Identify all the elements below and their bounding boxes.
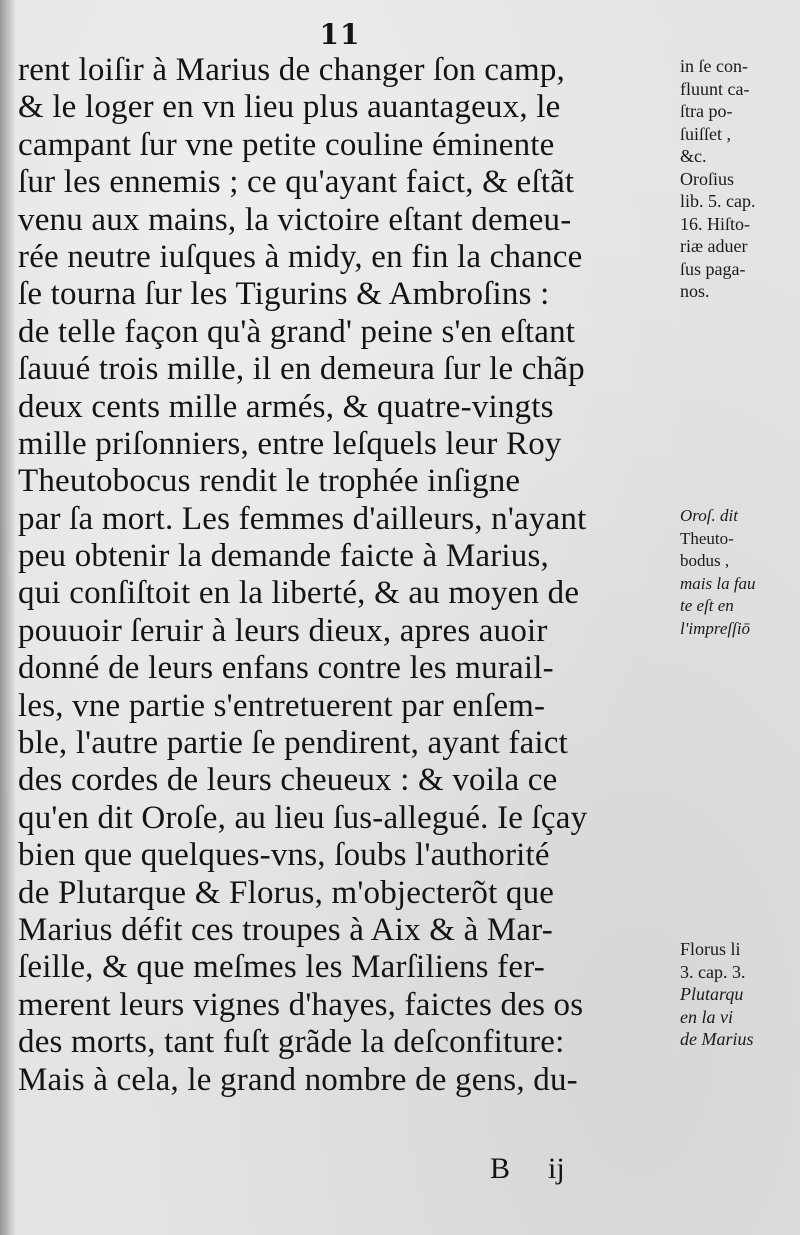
marginal-line: de Marius [680,1029,754,1049]
text-line: des morts, tant fuſt grãde la deſconfiture: [18,1024,565,1061]
signature-number: ij [548,1152,565,1185]
text-line: de Plutarque & Florus, m'objecterõt que [18,874,555,911]
text-line: par ſa mort. Les femmes d'ailleurs, n'ayant [18,500,587,537]
text-line: deux cents mille armés, & quatre-vingts [18,388,554,425]
text-line: rée neutre iuſques à midy, en fin la chance [18,238,583,275]
marginal-line: nos. [680,281,710,301]
text-line: mille priſonniers, entre leſquels leur Roy [18,425,562,462]
marginal-note-florus [680,938,798,1051]
text-line: bien que quelques-vns, ſoubs l'authorité [18,837,550,874]
text-line: venu aux mains, la victoire eſtant demeu- [18,201,572,238]
text-line: Theutobocus rendit le trophée inſigne [18,463,521,500]
text-line: qu'en dit Oroſe, au lieu ſus-allegué. Ie ſçay [18,799,588,836]
page-number: 11 [319,18,361,51]
page-shadow-edge [0,0,16,1235]
marginal-line: mais la fau [680,573,756,593]
text-line: merent leurs vignes d'hayes, faictes des os [18,986,584,1023]
text-line: les, vne partie s'entretuerent par enſem- [18,687,546,724]
marginal-line: Oroſ. dit [680,506,738,525]
text-line: des cordes de leurs cheueux : & voila ce [18,762,558,799]
marginal-line: te eſt en [680,596,734,615]
text-line: campant ſur vne petite couline éminente [18,126,555,163]
text-line: ſeille, & que meſmes les Marſiliens fer- [18,949,545,986]
text-line: Marius défit ces troupes à Aix & à Mar- [18,911,553,948]
marginal-line: en la vi [680,1006,733,1027]
signature-letter: B [490,1152,511,1185]
marginal-line: in ſe con- [680,56,748,76]
marginal-line: lib. 5. cap. [680,191,756,211]
marginal-line: bodus , [680,551,730,570]
text-line: ſe tourna ſur les Tigurins & Ambroſins : [18,276,550,313]
signature-catchwords [490,1152,603,1186]
marginal-line: l'impreſſiō [680,618,751,638]
marginal-line: Plutarqu [680,984,744,1004]
text-line: de telle façon qu'à grand' peine s'en eſtant [18,313,576,350]
text-line: ſur les ennemis ; ce qu'ayant faict, & eſtãt [18,164,575,201]
marginal-line: riæ aduer [680,236,748,256]
main-text-block [18,52,678,1099]
marginal-line: 16. Hiſto- [680,213,750,234]
text-line: ſauué trois mille, il en demeura ſur le chãp [18,351,585,388]
marginal-line: Oroſius [680,168,734,189]
marginal-note-theutobodus [680,505,798,640]
marginal-note-orosius [680,55,798,303]
text-line: donné de leurs enfans contre les murail- [18,650,554,687]
marginal-line: Theuto- [680,528,734,548]
marginal-line: Florus li [680,939,741,959]
text-line: rent loiſir à Marius de changer ſon camp, [18,52,566,88]
text-line: qui conſiſtoit en la liberté, & au moyen de [18,575,580,612]
text-line: ble, l'autre partie ſe pendirent, ayant faict [18,725,569,762]
text-line: pouuoir ſeruir à leurs dieux, apres auoir [18,612,548,649]
marginal-line: ſus paga- [680,258,746,279]
marginal-line: ſuiſſet , [680,123,731,144]
marginal-line: 3. cap. 3. [680,961,746,982]
text-line: & le loger en vn lieu plus auantageux, le [18,89,561,126]
text-line: Mais à cela, le grand nombre de gens, du- [18,1061,578,1098]
marginal-line: &c. [680,146,707,166]
text-line: peu obtenir la demande faicte à Marius, [18,538,549,575]
marginal-line: ſtra po- [680,101,733,121]
marginal-line: fluunt ca- [680,78,750,99]
